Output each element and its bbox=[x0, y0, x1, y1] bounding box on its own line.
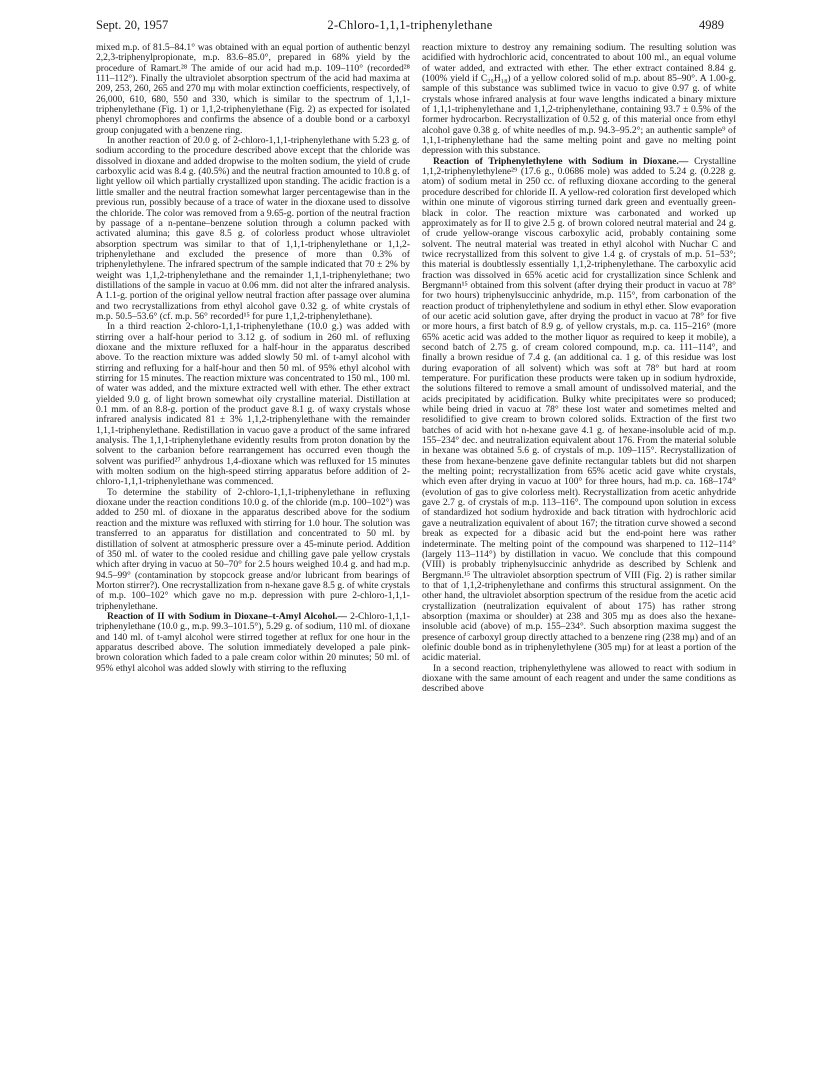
paragraph-text: In a second reaction, triphenylethylene was allowed to react with sodium in dioxane with the same amount of each reagent and under the same conditions as described above bbox=[422, 662, 736, 695]
paragraph bbox=[96, 488, 410, 612]
header-page-number: 4989 bbox=[699, 18, 724, 32]
section-heading: Reaction of Triphenylethylene with Sodium in Dioxane.— bbox=[433, 155, 689, 167]
paragraph bbox=[96, 612, 410, 674]
right-text-column bbox=[422, 43, 736, 1053]
paragraph bbox=[422, 157, 736, 664]
paragraph-text: In another reaction of 20.0 g. of 2-chloro-1,1,1-triphenylethane with 5.23 g. of sodium according to the procedure described above except that the chloride was dissolved in dioxane and added dropwise to the molten sodium, the yield of crude carboxylic acid was 8.4 g. (40.5%) and the neutral fraction amounted to 10.8 g. of light yellow oil which partially crystallized upon standing. The acidic fraction is a little smaller and the neutral fraction somewhat larger percentagewise than in the previous run, possibly because of a trace of water in the dioxane used to dissolve the chloride. The color was removed from a 9.65-g. portion of the neutral fraction by passage of a n-pentane–benzene solution through a column packed with activated alumina; this gave 8.5 g. of colorless product whose ultraviolet absorption spectrum was similar to that of 1,1,1-triphenylethane or 1,1,2-triphenylethane and excluded the presence of more than 0.3% of triphenylethylene. The infrared spectrum of the sample indicated that 70 ± 2% by weight was 1,1,2-triphenylethane and the remainder 1,1,1-triphenylethane; two distillations of the sample in vacuo at 0.06 mm. did not alter the infrared analysis. A 1.1-g. portion of the original yellow neutral fraction after passage over alumina and two recrystallizations from ethyl alcohol gave 0.32 g. of white crystals of m.p. 50.5–53.6° (cf. m.p. 56° recorded¹⁵ for pure 1,1,2-triphenylethane). bbox=[96, 135, 410, 322]
header-title: 2-Chloro-1,1,1-triphenylethane bbox=[327, 18, 493, 32]
left-text-column bbox=[96, 43, 410, 1053]
paragraph bbox=[96, 43, 410, 136]
paragraph bbox=[422, 664, 736, 695]
paragraph-text: To determine the stability of 2-chloro-1,1,1-triphenylethane in refluxing dioxane under the reaction conditions 10.0 g. of the chloride (m.p. 100–102°) was added to 250 ml. of dioxane in the apparatus described above for the sodium reaction and the mixture was refluxed with stirring for 1.0 hour. The solution was transferred to an apparatus for distillation and concentrated to 50 ml. by distillation of solvent at atmospheric pressure over a 45-minute period. Addition of 350 ml. of water to the cooled residue and chilling gave pale yellow crystals which after drying in vacuo at 50–70° for 2.5 hours weighed 10.4 g. and had m.p. 94.5–99° (contamination by stopcock grease and/or lubricant from bearings of Morton stirrer?). One recrystallization from n-hexane gave 8.5 g. of white crystals of m.p. 100–102° which gave no m.p. depression with pure 2-chloro-1,1,1-triphenylethane. bbox=[96, 486, 410, 612]
paragraph-text: mixed m.p. of 81.5–84.1° was obtained with an equal portion of authentic benzyl 2,2,3-triphenylpropionate, m.p. 83.6–85.0°, prepared in 68% yield by the procedure of Ramart.²⁸ The amide of our acid had m.p. 109–110° (recorded²⁸ 111–112°). Finally the ultraviolet absorption spectrum of the acid had maxima at 209, 253, 260, 265 and 270 mμ with molar extinction coefficients, respectively, of 26,000, 610, 680, 550 and 330, which is similar to the spectrum of 1,1,1-triphenylethane (Fig. 1) or 1,1,2-triphenylethane (Fig. 2) as expected for isolated phenyl chromophores and confirms the absence of a double bond or a carboxyl group conjugated with a benzene ring. bbox=[96, 43, 410, 136]
running-header bbox=[96, 18, 724, 38]
paragraph-text: Crystalline 1,1,2-triphenylethylene²⁹ (17.6 g., 0.0686 mole) was added to 5.24 g. (0.228 g. atom) of sodium metal in 250 cc. of refluxing dioxane according to the general procedure described for chloride II. A yellow-red coloration first developed which within one minute of vigorous stirring turned dark green and eventually green-black in color. The reaction mixture was carbonated and worked up approximately as for II to give 2.5 g. of brown colored neutral material and 24 g. of crude yellow-orange viscous carboxylic acid, probably containing some solvent. The neutral material was treated in ethyl alcohol with Nuchar C and twice recrystallized from this solvent to give 1.4 g. of crystals of m.p. 51–53°; this material is doubtlessly essentially 1,1,2-triphenylethane. The carboxylic acid fraction was dissolved in 65% acetic acid for crystallization since Schlenk and Bergmann¹⁵ obtained from this solvent (after drying their product in vacuo at 78° for two hours) triphenylsuccinic anhydride, m.p. 115°, from carbonation of the reaction product of triphenylethylene and sodium in ethyl ether. Slow evaporation of our acetic acid solution gave, after drying the product in vacuo at 78° for five or more hours, a first batch of 8.9 g. of yellow crystals, m.p. ca. 115–216° (more 65% acetic acid was added to the mother liquor as required to keep it mobile), a second batch of 2.75 g. of cream colored compound, m.p. ca. 111–114°, and finally a brown residue of 7.4 g. (an additional ca. 1 g. of this residue was lost during evaporation of all solvent) which was soft at 78° but hard at room temperature. For purification these products were taken up in sodium hydroxide, the solutions filtered to remove a small amount of undissolved material, and the acids precipitated by acidification. Bulky white precipitates were so produced; while being dried in vacuo at 78° these lost water and sometimes melted and resolidified to give cream to brown colored solids. Extraction of the first two batches of acid with hot n-hexane gave 4.1 g. of hexane-insoluble acid of m.p. 155–234° dec. and neutralization equivalent about 176. From the material soluble in hexane was obtained 5.6 g. of crystals of m.p. 109–115°. Recrystallization of these from hexane-benzene gave definite rectangular tablets but did not sharpen the melting point; recrystallization from 65% acetic acid gave white crystals, which even after drying in vacuo at 100° for three hours, had m.p. ca. 168–174° (evolution of gas to give colorless melt). Recrystallization from acetic anhydride gave 2.7 g. of crystals of m.p. 113–116°. The compound upon solution in excess of standardized hot sodium hydroxide and back titration with hydrochloric acid gave a neutralization equivalent of about 167; the titration curve showed a second break as expected for a dibasic acid but the end-point here was rather indeterminate. The melting point of the compound was sharpened to 112–114° (largely 113–114°) by distillation in vacuo. We conclude that this compound (VIII) is probably triphenylsuccinic anhydride as described by Schlenk and Bergmann.¹⁵ The ultraviolet absorption spectrum of VIII (Fig. 2) is rather similar to that of 1,1,2-triphenylethane and confirms this structural assignment. On the other hand, the ultraviolet absorption spectrum of the residue from the acetic acid crystallization (neutralization equivalent of about 175) has rather strong absorption (maxima or shoulder) at 238 and 305 mμ as does also the hexane-insoluble acid (above) of m.p. 155–234°. Such absorption maxima suggest the presence of carboxyl group directly attached to a benzene ring (238 mμ) and of an olefinic double bond as in triphenylethylene (305 mμ) for at least a portion of the acidic material. bbox=[422, 155, 736, 664]
paragraph bbox=[422, 43, 736, 157]
paragraph-text: In a third reaction 2-chloro-1,1,1-triphenylethane (10.0 g.) was added with stirring over a half-hour period to 3.12 g. of sodium in 260 ml. of refluxing dioxane and the mixture refluxed for a half-hour in the apparatus described above. To the reaction mixture was added slowly 50 ml. of t-amyl alcohol with stirring and refluxing for a half-hour and then 50 ml. of 95% ethyl alcohol with stirring for 15 minutes. The reaction mixture was concentrated to 150 ml., 100 ml. of water was added, and the mixture extracted well with ether. The ether extract yielded 9.0 g. of light brown somewhat oily crystalline material. Distillation at 0.1 mm. of an 8.8-g. portion of the product gave 8.1 g. of waxy crystals whose infrared analysis indicated 81 ± 3% 1,1,2-triphenylethane with the remainder 1,1,1-triphenylethane. Redistillation in vacuo gave a product of the same infrared analysis. The 1,1,1-triphenylethane evidently results from proton donation by the solvent to the carbanion before rearrangement has occurred even though the solvent was purified²⁷ anhydrous 1,4-dioxane which was refluxed for 15 minutes with molten sodium on the high-speed stirring apparatus before addition of 2-chloro-1,1,1-triphenylethane was commenced. bbox=[96, 321, 410, 488]
section-heading: Reaction of II with Sodium in Dioxane–t-Amyl Alcohol.— bbox=[107, 610, 347, 622]
paragraph bbox=[96, 322, 410, 488]
paragraph bbox=[96, 136, 410, 322]
paragraph-text: reaction mixture to destroy any remaining sodium. The resulting solution was acidified with hydrochloric acid, concentrated to about 100 ml., an equal volume of water added, and extracted with ether. The ether extract contained 8.84 g. (100% yield if C₂₀H₁₈) of a yellow colored solid of m.p. about 85–90°. A 1.00-g. sample of this substance was sublimed twice in vacuo to give 0.97 g. of white crystals whose infrared analysis at four wave lengths indicated a binary mixture of 1,1,1-triphenylethane and 1,1,2-triphenylethane, containing 93.7 ± 0.5% of the former hydrocarbon. Recrystallization of 0.52 g. of this material once from ethyl alcohol gave 0.38 g. of white needles of m.p. 94.3–95.2°; an authentic sample⁹ of 1,1,1-triphenylethane had the same melting point and gave no melting point depression with this substance. bbox=[422, 43, 736, 157]
header-date: Sept. 20, 1957 bbox=[96, 18, 169, 32]
paragraph-text: 2-Chloro-1,1,1-triphenylethane (10.0 g., m.p. 99.3–101.5°), 5.29 g. of sodium, 110 ml. of dioxane and 140 ml. of t-amyl alcohol were stirred together at reflux for one hour in the apparatus described above. The solution immediately developed a pale pink-brown coloration which faded to a pale cream color within 20 minutes; 50 ml. of 95% ethyl alcohol was added slowly with stirring to the refluxing bbox=[96, 610, 410, 674]
